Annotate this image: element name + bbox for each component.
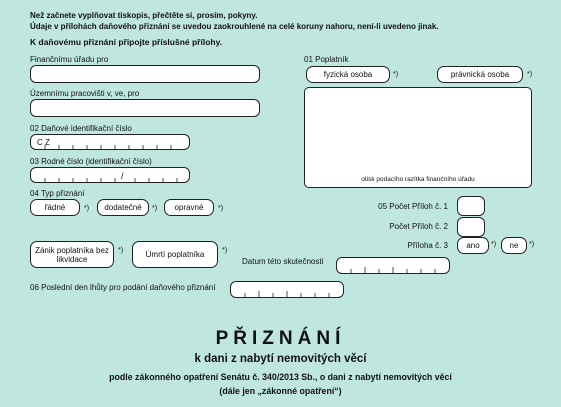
priloha-3-label: Příloha č. 3 [407, 241, 448, 250]
priloha-3-ano-option[interactable]: ano [457, 237, 489, 254]
posledni-den-ticks [231, 282, 345, 299]
pravnicka-osoba-option[interactable]: právnická osoba [437, 66, 523, 83]
posledni-den-input[interactable] [230, 281, 344, 298]
asterisk-ne: *) [529, 241, 535, 248]
priloha-3-ne-option[interactable]: ne [501, 237, 527, 254]
instruction-line-2: Údaje v přílohách daňového přiznání se uvedou zaokrouhlené na celé koruny nahoru, není-li uvedeno jinak. [30, 22, 439, 31]
asterisk-opravne: *) [218, 205, 224, 212]
rodne-cislo-separator: / [121, 171, 124, 181]
pocet-priloh-1-input[interactable] [457, 196, 485, 216]
form-short-name: (dále jen „zákonné opatření“) [219, 386, 342, 396]
rodne-cislo-ticks [31, 168, 191, 184]
dic-input[interactable] [30, 134, 190, 150]
typ-priznani-label: 04 Typ přiznání [30, 189, 85, 198]
financni-urad-label: Finančnímu úřadu pro [30, 55, 109, 64]
pocet-priloh-2-label: Počet Příloh č. 2 [389, 222, 448, 231]
form-law-reference: podle zákonného opatření Senátu č. 340/2013 Sb., o dani z nabytí nemovitých věcí [109, 372, 452, 382]
pocet-priloh-1-label: 05 Počet Příloh č. 1 [378, 202, 448, 211]
datum-skutecnosti-input[interactable] [336, 257, 450, 274]
poplatnik-label: 01 Poplatník [304, 55, 349, 64]
instruction-line-1: Než začnete vyplňovat tiskopis, přečtěte si, prosím, pokyny. [30, 11, 258, 20]
uzemni-pracoviste-input[interactable] [30, 99, 260, 117]
dic-prefix: C Z [37, 138, 50, 147]
form-subtitle: k dani z nabytí nemovitých věcí [194, 353, 367, 365]
typ-opravne-option[interactable]: opravné [164, 199, 214, 216]
instruction-line-3: K daňovému přiznání připojte příslušné přílohy. [30, 37, 223, 47]
zanik-poplatnika-option[interactable]: Zánik poplatníka bez likvidace [30, 241, 114, 268]
asterisk-zanik: *) [118, 247, 124, 254]
datum-skutecnosti-label: Datum této skutečnosti [242, 257, 324, 266]
dic-label: 02 Daňové identifikační číslo [30, 124, 132, 133]
asterisk-umrti: *) [222, 247, 228, 254]
typ-dodatecne-option[interactable]: dodatečné [97, 199, 149, 216]
asterisk-radne: *) [84, 205, 90, 212]
asterisk-pravnicka: *) [527, 71, 533, 78]
rodne-cislo-label: 03 Rodné číslo (identifikační číslo) [30, 157, 152, 166]
datum-skutecnosti-ticks [337, 258, 451, 275]
stamp-label: otisk podacího razítka finančního úřadu [361, 176, 475, 183]
asterisk-ano: *) [491, 241, 497, 248]
financni-urad-input[interactable] [30, 65, 260, 83]
umrti-poplatnika-option[interactable]: Úmrtí poplatníka [132, 241, 218, 268]
fyzicka-osoba-option[interactable]: fyzická osoba [306, 66, 390, 83]
typ-radne-option[interactable]: řádné [30, 199, 80, 216]
pocet-priloh-2-input[interactable] [457, 217, 485, 237]
stamp-area [304, 87, 532, 188]
dic-ticks [31, 135, 191, 151]
asterisk-fyzicka: *) [393, 71, 399, 78]
form-title: PŘIZNÁNÍ [215, 328, 346, 349]
posledni-den-label: 06 Poslední den lhůty pro podání daňového přiznání [30, 283, 216, 292]
uzemni-pracoviste-label: Územnímu pracovišti v, ve, pro [30, 89, 140, 98]
rodne-cislo-input[interactable] [30, 167, 190, 183]
asterisk-dodatecne: *) [152, 205, 158, 212]
